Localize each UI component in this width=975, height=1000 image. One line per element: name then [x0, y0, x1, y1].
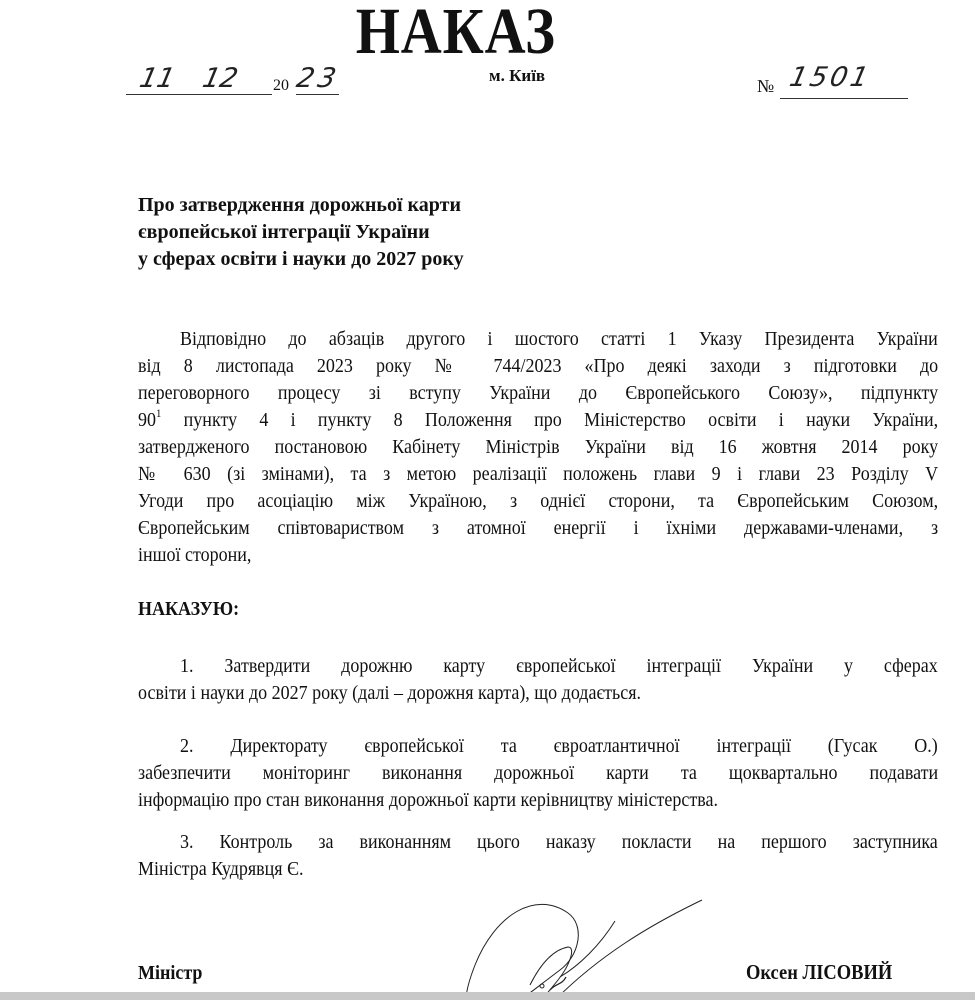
order-word: НАКАЗУЮ:	[138, 598, 240, 620]
item-line: інформацію про стан виконання дорожньої карти керівництву міністерства.	[138, 789, 718, 811]
document-title: НАКАЗ	[355, 0, 556, 68]
order-number: 1501	[786, 62, 875, 93]
preamble-line: Відповідно до абзаців другого і шостого статті 1 Указу Президента України	[180, 328, 938, 350]
handwritten-signature	[440, 885, 730, 1000]
city: м. Київ	[489, 66, 546, 85]
item-line: 1. Затвердити дорожню карту європейської інтеграції України у сферах	[180, 655, 938, 677]
item-line: освіти і науки до 2027 року (далі – дорожня карта), що додається.	[138, 682, 642, 704]
page-bottom-band	[0, 992, 975, 1000]
preamble-line: від 8 листопада 2023 року № 744/2023 «Про деякі заходи з підготовки до	[138, 355, 939, 377]
order-item-3	[138, 829, 938, 883]
year-underline	[296, 94, 339, 95]
preamble-line-rest: пункту 4 і пункту 8 Положення про Міністерство освіти і науки України,	[161, 409, 939, 431]
subject-line: європейської інтеграції України	[138, 221, 430, 243]
subject-line: у сферах освіти і науки до 2027 року	[138, 248, 464, 270]
date-year-suffix: 23	[293, 63, 343, 94]
preamble-paragraph	[138, 326, 938, 569]
preamble-line	[138, 407, 938, 434]
signatory-position: Міністр	[138, 962, 203, 984]
preamble-line: іншої сторони,	[138, 544, 252, 566]
item-line: 2. Директорату європейської та євроатлантичної інтеграції (Гусак О.)	[180, 735, 938, 757]
date-month: 12	[199, 63, 241, 94]
preamble-line: переговорного процесу зі вступу України до Європейського Союзу», підпункту	[138, 382, 939, 404]
order-item-2	[138, 733, 938, 814]
preamble-line: Угоди про асоціацію між Україною, з однієї сторони, та Європейським Союзом,	[138, 490, 939, 512]
item-line: 3. Контроль за виконанням цього наказу покласти на першого заступника	[180, 831, 938, 853]
date-underline	[126, 94, 272, 95]
number-underline	[780, 98, 908, 99]
order-item-1	[138, 653, 938, 707]
signatory-name: Оксен ЛІСОВИЙ	[746, 960, 893, 984]
date-year-prefix: 20	[273, 77, 289, 94]
number-sign: №	[757, 76, 775, 96]
subpoint-number: 90	[138, 409, 156, 431]
order-subject	[138, 192, 464, 273]
item-line: забезпечити моніторинг виконання дорожньої карти та щоквартально подавати	[138, 762, 939, 784]
preamble-line: Європейським співтовариством з атомної енергії і їхніми державами-членами, з	[138, 517, 939, 539]
preamble-line: № 630 (зі змінами), та з метою реалізації положень глави 9 і глави 23 Розділу V	[138, 463, 939, 485]
date-day: 11	[136, 63, 178, 94]
subject-line: Про затвердження дорожньої карти	[138, 194, 461, 216]
superscript: 1	[156, 406, 162, 420]
preamble-line: затвердженого постановою Кабінету Міністрів України від 16 жовтня 2014 року	[138, 436, 939, 458]
item-line: Міністра Кудрявця Є.	[138, 858, 304, 880]
